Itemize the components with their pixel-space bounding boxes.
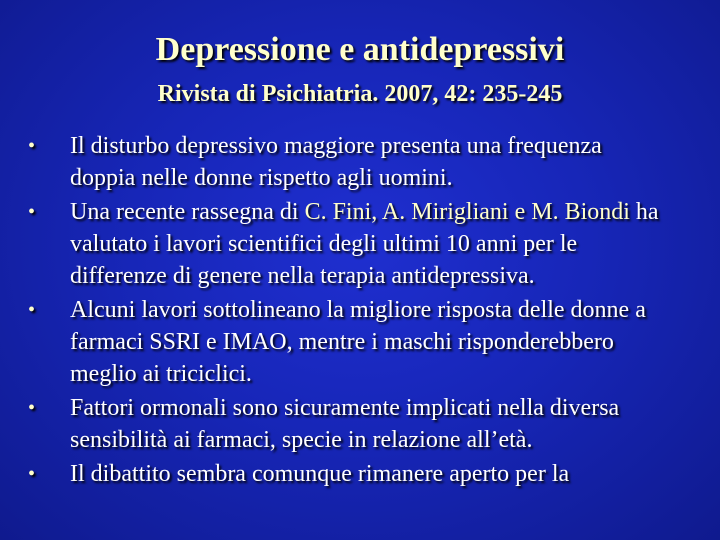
bullet-text-after: ha valutato i lavori scientifici degli ultimi 10 anni per le differenze di genere nella terapia antidepressiva.: [70, 199, 659, 289]
bullet-text-before: Una recente rassegna di: [70, 199, 305, 225]
bullet-list: [28, 130, 668, 492]
bullet-item: [28, 196, 668, 292]
bullet-text: Alcuni lavori sottolineano la migliore risposta delle donne a farmaci SSRI e IMAO, mentre i maschi risponderebbero meglio ai triciclici.: [70, 297, 646, 387]
authors-highlight: C. Fini, A. Mirigliani e M. Biondi: [304, 199, 630, 225]
bullet-icon: •: [28, 299, 36, 321]
bullet-item: [28, 458, 668, 490]
bullet-item: [28, 392, 668, 456]
slide-subtitle: Rivista di Psichiatria. 2007, 42: 235-245: [157, 81, 563, 107]
bullet-text: Il disturbo depressivo maggiore presenta una frequenza doppia nelle donne rispetto agli uomini.: [70, 133, 602, 191]
bullet-icon: •: [28, 463, 36, 485]
bullet-icon: •: [28, 201, 36, 223]
slide-title: Depressione e antidepressivi: [155, 31, 565, 68]
bullet-icon: •: [28, 135, 36, 157]
bullet-text: Il dibattito sembra comunque rimanere aperto per la: [70, 461, 570, 487]
bullet-item: [28, 130, 668, 194]
bullet-item: [28, 294, 668, 390]
bullet-icon: •: [28, 397, 36, 419]
bullet-text: Fattori ormonali sono sicuramente implicati nella diversa sensibilità ai farmaci, specie in relazione all’età.: [70, 395, 620, 453]
